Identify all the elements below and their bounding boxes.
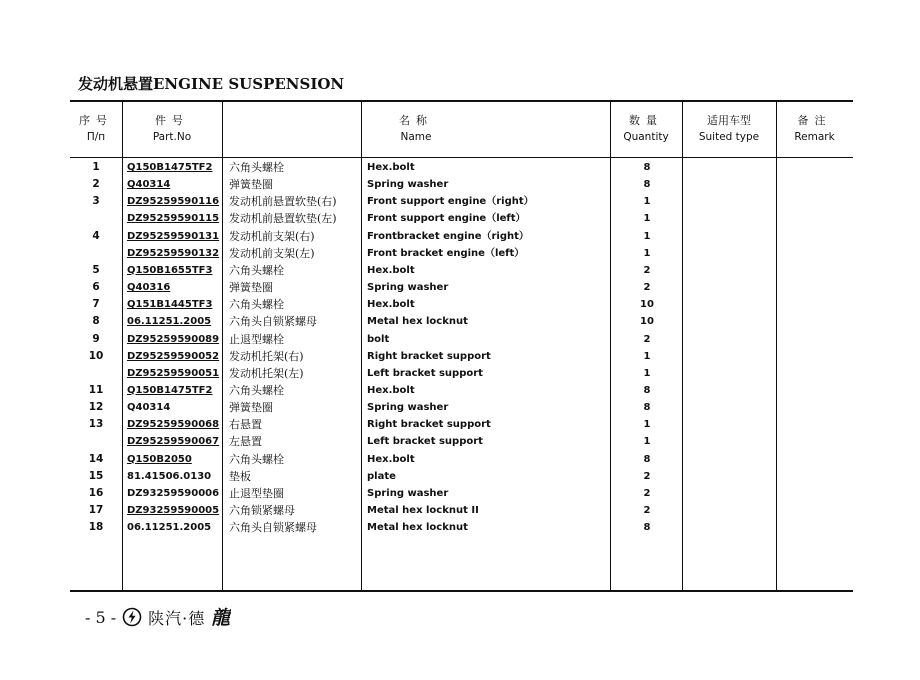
quantity: 1 [643, 247, 651, 259]
part-number: Q150B1655TF3 [127, 264, 213, 276]
quantity: 2 [643, 264, 651, 276]
part-name-en: Hex.bolt [367, 162, 415, 173]
part-name-en: Spring washer [367, 179, 449, 191]
part-name-en: Metal hex locknut [367, 316, 468, 328]
row-number: 8 [92, 315, 100, 328]
page-footer [85, 606, 231, 628]
part-number: DZ95259590068 [127, 419, 220, 431]
row-number: 4 [92, 229, 100, 242]
table-row [70, 519, 853, 536]
row-number: 10 [88, 349, 104, 362]
table-row [70, 176, 853, 193]
part-name-en: Hex.bolt [367, 264, 415, 276]
part-name-en: Left bracket support [367, 367, 483, 379]
quantity: 2 [643, 333, 651, 345]
table-row [70, 279, 853, 296]
part-number: DZ95259590116 [127, 196, 220, 208]
part-number: DZ95259590067 [127, 436, 220, 448]
table-row [70, 468, 853, 485]
quantity: 1 [643, 436, 651, 448]
part-number: 06.11251.2005 [127, 522, 212, 534]
page-title: 发动机悬置ENGINE SUSPENSION [78, 75, 345, 93]
header-no: 序号 П/п [79, 114, 113, 143]
part-name-en: Spring washer [367, 402, 449, 414]
part-name-en: bolt [367, 333, 390, 345]
part-number: DZ95259590052 [127, 350, 220, 362]
part-name-zh: 弹簧垫圈 [229, 281, 273, 295]
part-number: DZ95259590051 [127, 367, 220, 379]
part-name-en: Left bracket support [367, 436, 483, 448]
part-name-zh: 发动机托架(左) [229, 366, 304, 380]
part-name-en: Hex.bolt [367, 299, 415, 311]
row-number: 16 [88, 486, 104, 499]
quantity: 1 [643, 350, 651, 362]
row-number: 14 [88, 452, 104, 465]
table-row [70, 296, 853, 313]
row-number: 15 [88, 469, 104, 482]
header-divider [70, 157, 853, 158]
quantity: 2 [643, 487, 651, 499]
header-suited-type: 适用车型 Suited type [698, 114, 760, 143]
table-row [70, 331, 853, 348]
header-remark: 备注 Remark [794, 114, 835, 143]
quantity: 8 [643, 384, 651, 396]
table-row [70, 399, 853, 416]
delong-script-logo-icon [211, 606, 231, 628]
table-row [70, 485, 853, 502]
row-number: 11 [88, 383, 104, 396]
row-number: 18 [88, 521, 104, 534]
row-number: 7 [92, 298, 100, 311]
part-name-zh: 六角头螺栓 [229, 383, 284, 397]
part-name-zh: 六角头螺栓 [229, 263, 284, 277]
part-name-zh: 发动机前支架(右) [229, 229, 315, 243]
part-name-en: Hex.bolt [367, 384, 415, 396]
row-number: 3 [92, 195, 100, 208]
part-name-zh: 弹簧垫圈 [229, 178, 273, 192]
part-name-en: Right bracket support [367, 350, 491, 362]
table-row [70, 193, 853, 210]
quantity: 10 [640, 299, 654, 311]
part-name-en: Spring washer [367, 282, 449, 294]
quantity: 8 [643, 402, 651, 414]
quantity: 2 [643, 282, 651, 294]
quantity: 1 [643, 230, 651, 242]
svg-text:龍: 龍 [211, 607, 231, 628]
part-name-zh: 发动机前支架(左) [229, 246, 315, 260]
part-name-en: Hex.bolt [367, 453, 415, 465]
quantity: 1 [643, 367, 651, 379]
table-row [70, 210, 853, 227]
part-name-zh: 发动机前悬置软垫(右) [229, 195, 337, 209]
part-name-zh: 六角头螺栓 [229, 298, 284, 312]
quantity: 1 [643, 419, 651, 431]
table-row [70, 382, 853, 399]
part-number: 06.11251.2005 [127, 316, 212, 328]
part-number: DZ93259590006 [127, 487, 220, 499]
part-name-en: Front bracket engine（left） [367, 247, 525, 259]
part-name-en: Frontbracket engine（right） [367, 230, 529, 242]
part-name-en: Metal hex locknut II [367, 505, 479, 516]
part-name-en: Metal hex locknut [367, 522, 468, 534]
part-name-zh: 垫板 [229, 469, 251, 483]
row-number: 13 [88, 418, 104, 431]
table-row [70, 348, 853, 365]
quantity: 8 [643, 162, 651, 173]
part-number: Q40316 [127, 282, 171, 294]
parts-table [70, 100, 853, 592]
table-row [70, 262, 853, 279]
part-number: Q40314 [127, 402, 171, 414]
part-name-zh: 六角锁紧螺母 [229, 504, 295, 517]
part-number: Q150B2050 [127, 453, 192, 465]
quantity: 1 [643, 213, 651, 225]
table-row [70, 451, 853, 468]
table-row [70, 228, 853, 245]
part-number: DZ95259590132 [127, 247, 220, 259]
table-row [70, 433, 853, 450]
part-number: Q151B1445TF3 [127, 299, 213, 311]
table-row [70, 159, 853, 176]
part-name-en: Front support engine（right） [367, 196, 534, 208]
brand-name: 陕汽·德 [148, 608, 206, 628]
part-number: DZ93259590005 [127, 505, 220, 516]
part-number: 81.41506.0130 [127, 470, 212, 482]
row-number: 9 [92, 332, 100, 345]
table-row [70, 416, 853, 433]
table-row [70, 313, 853, 330]
part-name-zh: 六角头螺栓 [229, 452, 284, 466]
part-name-en: Front support engine（left） [367, 213, 526, 225]
header-name: 名称 Name [399, 114, 433, 143]
quantity: 8 [643, 522, 651, 534]
shaanxi-lightning-logo-icon [122, 607, 142, 627]
part-name-zh: 右悬置 [229, 418, 262, 432]
part-number: Q40314 [127, 179, 171, 191]
quantity: 2 [643, 505, 651, 516]
table-row [70, 245, 853, 262]
part-name-en: Right bracket support [367, 419, 491, 431]
part-name-zh: 止退型垫圈 [229, 486, 284, 500]
table-row [70, 365, 853, 382]
part-name-zh: 发动机托架(右) [229, 349, 304, 363]
part-name-zh: 弹簧垫圈 [229, 401, 273, 415]
row-number: 5 [92, 263, 100, 276]
part-number: DZ95259590089 [127, 333, 220, 345]
row-number: 6 [92, 281, 100, 294]
quantity: 8 [643, 179, 651, 191]
row-number: 12 [88, 401, 104, 414]
table-row [70, 502, 853, 519]
part-number: DZ95259590115 [127, 213, 220, 225]
part-name-zh: 六角头自锁紧螺母 [229, 521, 317, 535]
part-name-zh: 六角头自锁紧螺母 [229, 315, 317, 329]
part-name-zh: 六角头螺栓 [229, 161, 284, 174]
row-number: 1 [92, 161, 100, 173]
page-number: - 5 - [85, 607, 117, 627]
part-name-en: plate [367, 470, 396, 482]
quantity: 10 [640, 316, 654, 328]
part-name-zh: 左悬置 [229, 435, 262, 449]
header-part: 件号 Part.No [152, 114, 192, 143]
part-number: DZ95259590131 [127, 230, 220, 242]
header-quantity: 数量 Quantity [623, 114, 669, 143]
part-name-en: Spring washer [367, 487, 449, 499]
part-number: Q150B1475TF2 [127, 162, 213, 173]
quantity: 1 [643, 196, 651, 208]
part-name-zh: 发动机前悬置软垫(左) [229, 212, 337, 226]
part-number: Q150B1475TF2 [127, 384, 213, 396]
part-name-zh: 止退型螺栓 [229, 332, 284, 346]
row-number: 17 [88, 504, 104, 516]
quantity: 2 [643, 470, 651, 482]
quantity: 8 [643, 453, 651, 465]
row-number: 2 [92, 178, 100, 191]
